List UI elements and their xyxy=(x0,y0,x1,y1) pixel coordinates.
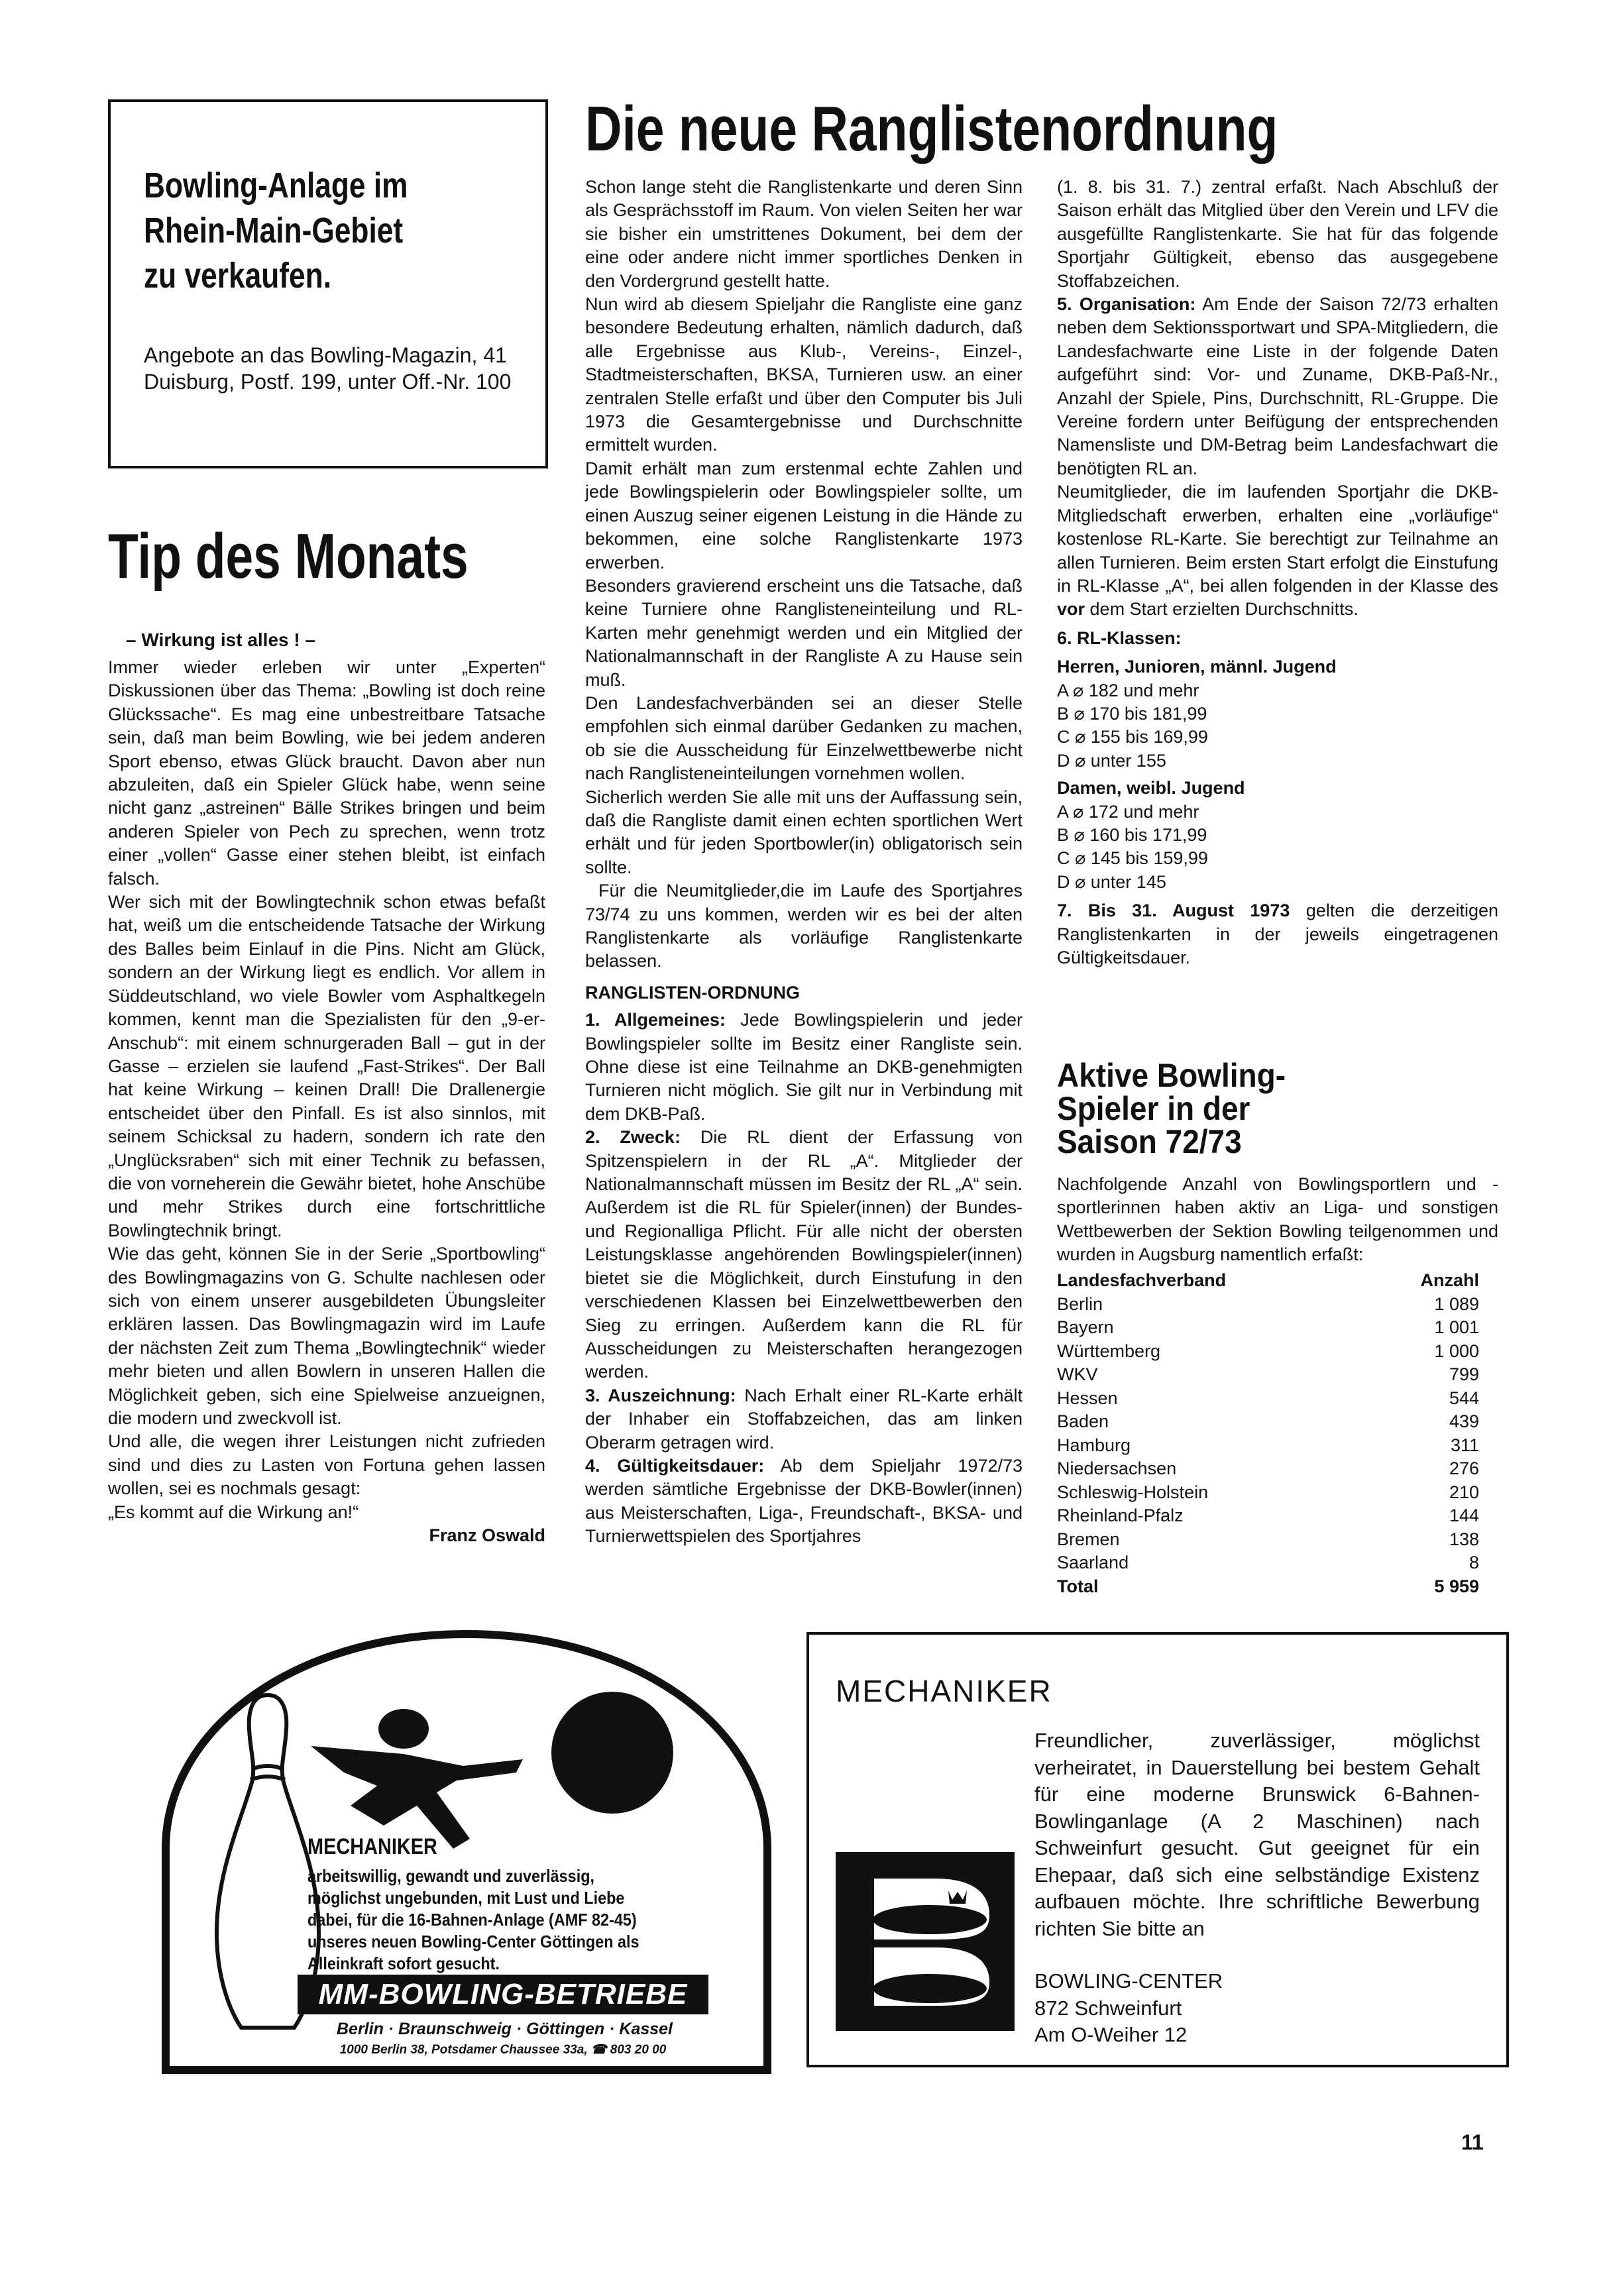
table-row: Württemberg 1 000 xyxy=(1057,1340,1479,1361)
table-row: Bremen 138 xyxy=(1057,1529,1479,1549)
rang-item: 6. RL-Klassen: xyxy=(1057,628,1182,648)
table-row: Schleswig-Holstein 210 xyxy=(1057,1482,1479,1502)
mm-company-name: MM-BOWLING-BETRIEBE xyxy=(318,1978,688,2010)
tip-paragraph: Wie das geht, können Sie in der Serie „Sportbowling“ des Bowlingmagazins von G. Schulte nachlesen oder sich von einem unserer ausgebildeten Übungsleiter erklären lassen. Das Bowlingmagazin wird im Laufe der nächsten Zeit zum Thema „Bowlingtechnik“ wieder mehr bieten und allen Bowlern in unseren Hallen die Möglichkeit geben, sich eine Spielweise anzueignen, die modern und zweckvoll ist. xyxy=(108,1244,545,1428)
sale-ad-body: Angebote an das Bowling-Magazin, 41 Duisburg, Postf. 199, unter Off.-Nr. 100 xyxy=(144,343,512,394)
table-row: Bayern 1 001 xyxy=(1057,1317,1479,1337)
sale-ad-title: Bowling-Anlage im Rhein-Main-Gebiet zu verkaufen. xyxy=(144,166,408,296)
aktive-table xyxy=(1057,1269,1479,1598)
rang-paragraph: Für die Neumitglieder,die im Laufe des Sportjahres 73/74 zu uns kommen, werden wir es bei der alten Ranglistenkarte als vorläufige Ranglistenkarte belassen. xyxy=(585,881,1023,971)
rang-paragraph: (1. 8. bis 31. 7.) zentral erfaßt. Nach Abschluß der Saison erhält das Mitglied über den Verein und LFV die ausgefüllte Ranglistenkarte. Sie hat für das folgende Sportjahr Gültigkeit, ebenso das ausgegebene Stoffabzeichen. xyxy=(1057,177,1498,291)
sw-ad-address: BOWLING-CENTER 872 Schweinfurt Am O-Weiher 12 xyxy=(1034,1969,1223,2046)
table-row: Saarland 8 xyxy=(1057,1553,1479,1572)
rang-item: 7. Bis 31. August 1973 gelten die derzeitigen Ranglistenkarten in der jeweils eingetragenen Gültigkeitsdauer. xyxy=(1057,901,1498,967)
page-number: 11 xyxy=(1461,2130,1484,2154)
aktive-intro: Nachfolgende Anzahl von Bowlingsportlern und -sportlerinnen haben aktiv an Liga- und sonstigen Wettbewerben der Sektion Bowling teilgenommen und wurden in Augsburg namentlich erfaßt: xyxy=(1057,1174,1498,1265)
tip-paragraph: Und alle, die wegen ihrer Leistungen nicht zufrieden sind und dies zu Lasten von Fortuna gehen lassen wollen, sei es nochmals gesagt: xyxy=(108,1431,545,1499)
tip-body xyxy=(108,656,545,1547)
table-header: Landesfachverband xyxy=(1057,1270,1227,1290)
mm-ad-heading: MECHANIKER xyxy=(307,1834,437,1859)
mm-company-banner xyxy=(298,1975,708,2014)
mm-ad-text: arbeitswillig, gewandt und zuverlässig, möglichst ungebunden, mit Lust und Liebe dabei, für die 16-Bahnen-Anlage (AMF 82-45) unseres neuen Bowling-Center Göttingen als Alleinkraft sofort gesucht. xyxy=(307,1866,639,1973)
mm-ad xyxy=(162,1630,771,2074)
tip-paragraph: „Es kommt auf die Wirkung an!“ xyxy=(108,1502,359,1522)
rang-item: 1. Allgemeines: Jede Bowlingspielerin und jeder Bowlingspieler sollte im Besitz einer Rangliste sein. Ohne diese ist eine Teilnahme an DKB-genehmigten Turnieren nicht möglich. Sie gilt nur in Verbindung mit dem DKB-Paß. xyxy=(585,1010,1023,1124)
rang-paragraph: Damit erhält man zum erstenmal echte Zahlen und jede Bowlingspielerin oder Bowlingspieler sollte, um einen Auszug seiner eigenen Leistung in die Hände zu bekommen, eine solche Ranglistenkarte 1973 erwerben. xyxy=(585,458,1023,573)
table-row: Rheinland-Pfalz 144 xyxy=(1057,1505,1479,1525)
bowling-ball-icon xyxy=(546,1686,679,1819)
b-logo-icon xyxy=(836,1852,1015,2031)
rang-paragraph: Besonders gravierend erscheint uns die Tatsache, daß keine Turniere ohne Ranglisteneinteilung und RL-Karten mehr genehmigt werden und ein Mitglied der Nationalmannschaft in der Rangliste A zu Hause sein muß. xyxy=(585,575,1023,690)
rang-item: 5. Organisation: Am Ende der Saison 72/73 erhalten neben dem Sektionssportwart und SPA-Mitgliedern, die Landesfachwarte eine Liste in der folgende Daten aufgeführt sind: Vor- und Zuname, DKB-Paß-Nr., Anzahl der Spiele, Pins, Durchschnitt, RL-Gruppe. Die Vereine fordern unter Beifügung der entsprechenden Namensliste und DM-Betrag beim Landesfachwart die benötigten RL an. xyxy=(1057,294,1498,478)
sw-ad-heading: MECHANIKER xyxy=(836,1674,1052,1708)
rl-class-row: B ⌀ 160 bis 171,99 xyxy=(1057,824,1207,845)
rl-class-row: D ⌀ unter 145 xyxy=(1057,871,1166,892)
rl-class-row: D ⌀ unter 155 xyxy=(1057,750,1166,771)
mm-address: 1000 Berlin 38, Potsdamer Chaussee 33a, ☎ 803 20 00 xyxy=(339,2043,667,2057)
table-row: Baden 439 xyxy=(1057,1411,1479,1431)
rl-class-row: A ⌀ 182 und mehr xyxy=(1057,680,1199,700)
rang-paragraph: Schon lange steht die Ranglistenkarte und deren Sinn als Gesprächsstoff im Raum. Von vielen Seiten her war sie bisher ein umstrittenes Dokument, bei dem der eine oder andere nicht immer sportliches Denken in den Vordergrund gestellt hatte. xyxy=(585,177,1023,291)
sw-ad-text: Freundlicher, zuverlässiger, möglichst verheiratet, in Dauerstellung bei bestem Gehalt für eine moderne Brunswick 6-Bahnen-Bowlinganlage (A 2 Maschinen) nach Schweinfurt gesucht. Gut geeignet für ein Ehepaar, daß sich eine selbständige Existenz aufbauen möchte. Ihre schriftliche Bewerbung richten Sie bitte an xyxy=(1034,1729,1480,1940)
rang-paragraph: Den Landesfachverbänden sei an dieser Stelle empfohlen sich einmal darüber Gedanken zu machen, ob sie die Ausscheidung für Einzelwettbewerbe nicht nach Ranglisteneinteilungen vornehmen wollen. xyxy=(585,692,1023,784)
rang-paragraph: Nun wird ab diesem Spieljahr die Rangliste eine ganz besondere Bedeutung erhalten, nämlich dadurch, daß alle Ergebnisse aus Klub-, Vereins-, Einzel-, Stadtmeisterschaften, BKSA, Turnieren usw. an einer zentralen Stelle erfaßt und über den Computer bis Juli 1973 die Gesamtergebnisse und Durchschnitte ermittelt wurden. xyxy=(585,294,1023,455)
table-total-row: Total 5 959 xyxy=(1057,1576,1479,1596)
rl-class-row: B ⌀ 170 bis 181,99 xyxy=(1057,703,1207,724)
rang-paragraph: Sicherlich werden Sie alle mit uns der Auffassung sein, daß die Rangliste damit einen echten sportlichen Wert erhält und für jeden Sportbowler(in) obligatorisch sein sollte. xyxy=(585,787,1023,877)
rang-title: Die neue Ranglistenordnung xyxy=(585,93,1278,164)
ordnung-heading: RANGLISTEN-ORDNUNG xyxy=(585,982,800,1003)
rang-column-2 xyxy=(1057,176,1498,969)
rl-class-row: C ⌀ 155 bis 169,99 xyxy=(1057,727,1208,747)
tip-author: Franz Oswald xyxy=(429,1525,545,1546)
table-row: Berlin 1 089 xyxy=(1057,1293,1479,1314)
damen-heading: Damen, weibl. Jugend xyxy=(1057,778,1245,798)
bowling-center-logo xyxy=(836,1852,1015,2031)
rang-paragraph: Neumitglieder, die im laufenden Sportjahr die DKB-Mitgliedschaft erwerben, erhalten eine „vorläufige“ kostenlose RL-Karte. Sie berechtigt zur Teilnahme an allen Turnieren. Beim ersten Start erfolgt die Einstufung in RL-Klasse „A“, bei allen folgenden in der Klasse des vor dem Start erzielten Durchschnitts. xyxy=(1057,482,1498,620)
rang-column-1 xyxy=(585,176,1023,1549)
herren-heading: Herren, Junioren, männl. Jugend xyxy=(1057,657,1337,677)
aktive-title: Aktive Bowling- Spieler in der Saison 72/73 xyxy=(1057,1057,1286,1160)
table-row: Hamburg 311 xyxy=(1057,1435,1479,1455)
tip-paragraph: Immer wieder erleben wir unter „Experten“ Diskussionen über das Thema: „Bowling ist doch reine Glückssache“. Es mag eine unbestreitbare Tatsache sein, daß man beim Bowling, wie bei jedem anderen Sport ebenso, etwas Glück braucht. Davon aber nun abzuleiten, daß ein Spieler Glück habe, wenn seine nicht ganz „astreinen“ Bälle Strikes bringen und beim anderen Spieler von Pech zu sprechen, wenn trotz einer „vollen“ Gasse einer stehen bleibt, ist einfach falsch. xyxy=(108,657,545,889)
sale-ad-box xyxy=(108,99,548,468)
tip-title: Tip des Monats xyxy=(108,521,469,592)
rl-class-row: C ⌀ 145 bis 159,99 xyxy=(1057,848,1208,869)
rl-class-row: A ⌀ 172 und mehr xyxy=(1057,801,1199,822)
tip-paragraph: Wer sich mit der Bowlingtechnik schon etwas befaßt hat, weiß um die entscheidende Tatsache der Wirkung des Balles beim Einlauf in die Pins. Nicht am Glück, sondern an der Wirkung liegt es endlich. Vor allem in Süddeutschland, wo viele Bowler vom Asphaltkegeln kommen, kennt man die Spezialisten für den „9-er-Anschub“: mit einem schnurgeraden Ball – gut in der Gasse – erzielen sie laufend „Fast-Strikes“. Der Ball hat keine Wirkung – keinen Drall! Die Drallenergie entscheidet über den Pinfall. Es ist also sinnlos, mit seinem Schicksal zu hadern, sondern ich rate den „Unglücksraben“ sich mit einer Technik zu befassen, die von vorneherein die Gewähr bietet, hohe Anschübe und mehr Strikes durch eine fortschrittliche Bowlingtechnik bringt. xyxy=(108,892,545,1240)
table-header: Anzahl xyxy=(1420,1270,1479,1290)
table-row: WKV 799 xyxy=(1057,1364,1479,1384)
tip-subtitle: – Wirkung ist alles ! – xyxy=(126,629,316,650)
rang-item: 4. Gültigkeitsdauer: Ab dem Spieljahr 1972/73 werden sämtliche Ergebnisse der DKB-Bowler(innen) aus Meisterschaften, Liga-, Freundschaft-, BKSA- und Turnierwettspielen des Sportjahres xyxy=(585,1455,1023,1547)
table-row: Hessen 544 xyxy=(1057,1388,1479,1408)
rang-item: 3. Auszeichnung: Nach Erhalt einer RL-Karte erhält der Inhaber ein Stoffabzeichen, das am linken Oberarm getragen wird. xyxy=(585,1385,1023,1452)
rang-item: 2. Zweck: Die RL dient der Erfassung von Spitzenspielern in der RL „A“. Mitglieder der Nationalmannschaft müssen im Besitz der RL „A“ sein. Außerdem ist die RL für Spieler(innen) der Bundes- und Regionalliga Pflicht. Für alle nicht der obersten Leistungsklasse angehörenden Bowlingspieler(innen) bietet sie die Möglichkeit, durch Einstufung in den verschiedenen Klassen bei Einzelwettbewerben den Sieg zu erringen. Außerdem kann die RL für Ausscheidungen zu Meisterschaften herangezogen werden. xyxy=(585,1127,1023,1382)
table-row: Niedersachsen 276 xyxy=(1057,1458,1479,1478)
schweinfurt-ad-box xyxy=(806,1632,1509,2067)
mm-cities: Berlin · Braunschweig · Göttingen · Kassel xyxy=(336,2020,673,2038)
